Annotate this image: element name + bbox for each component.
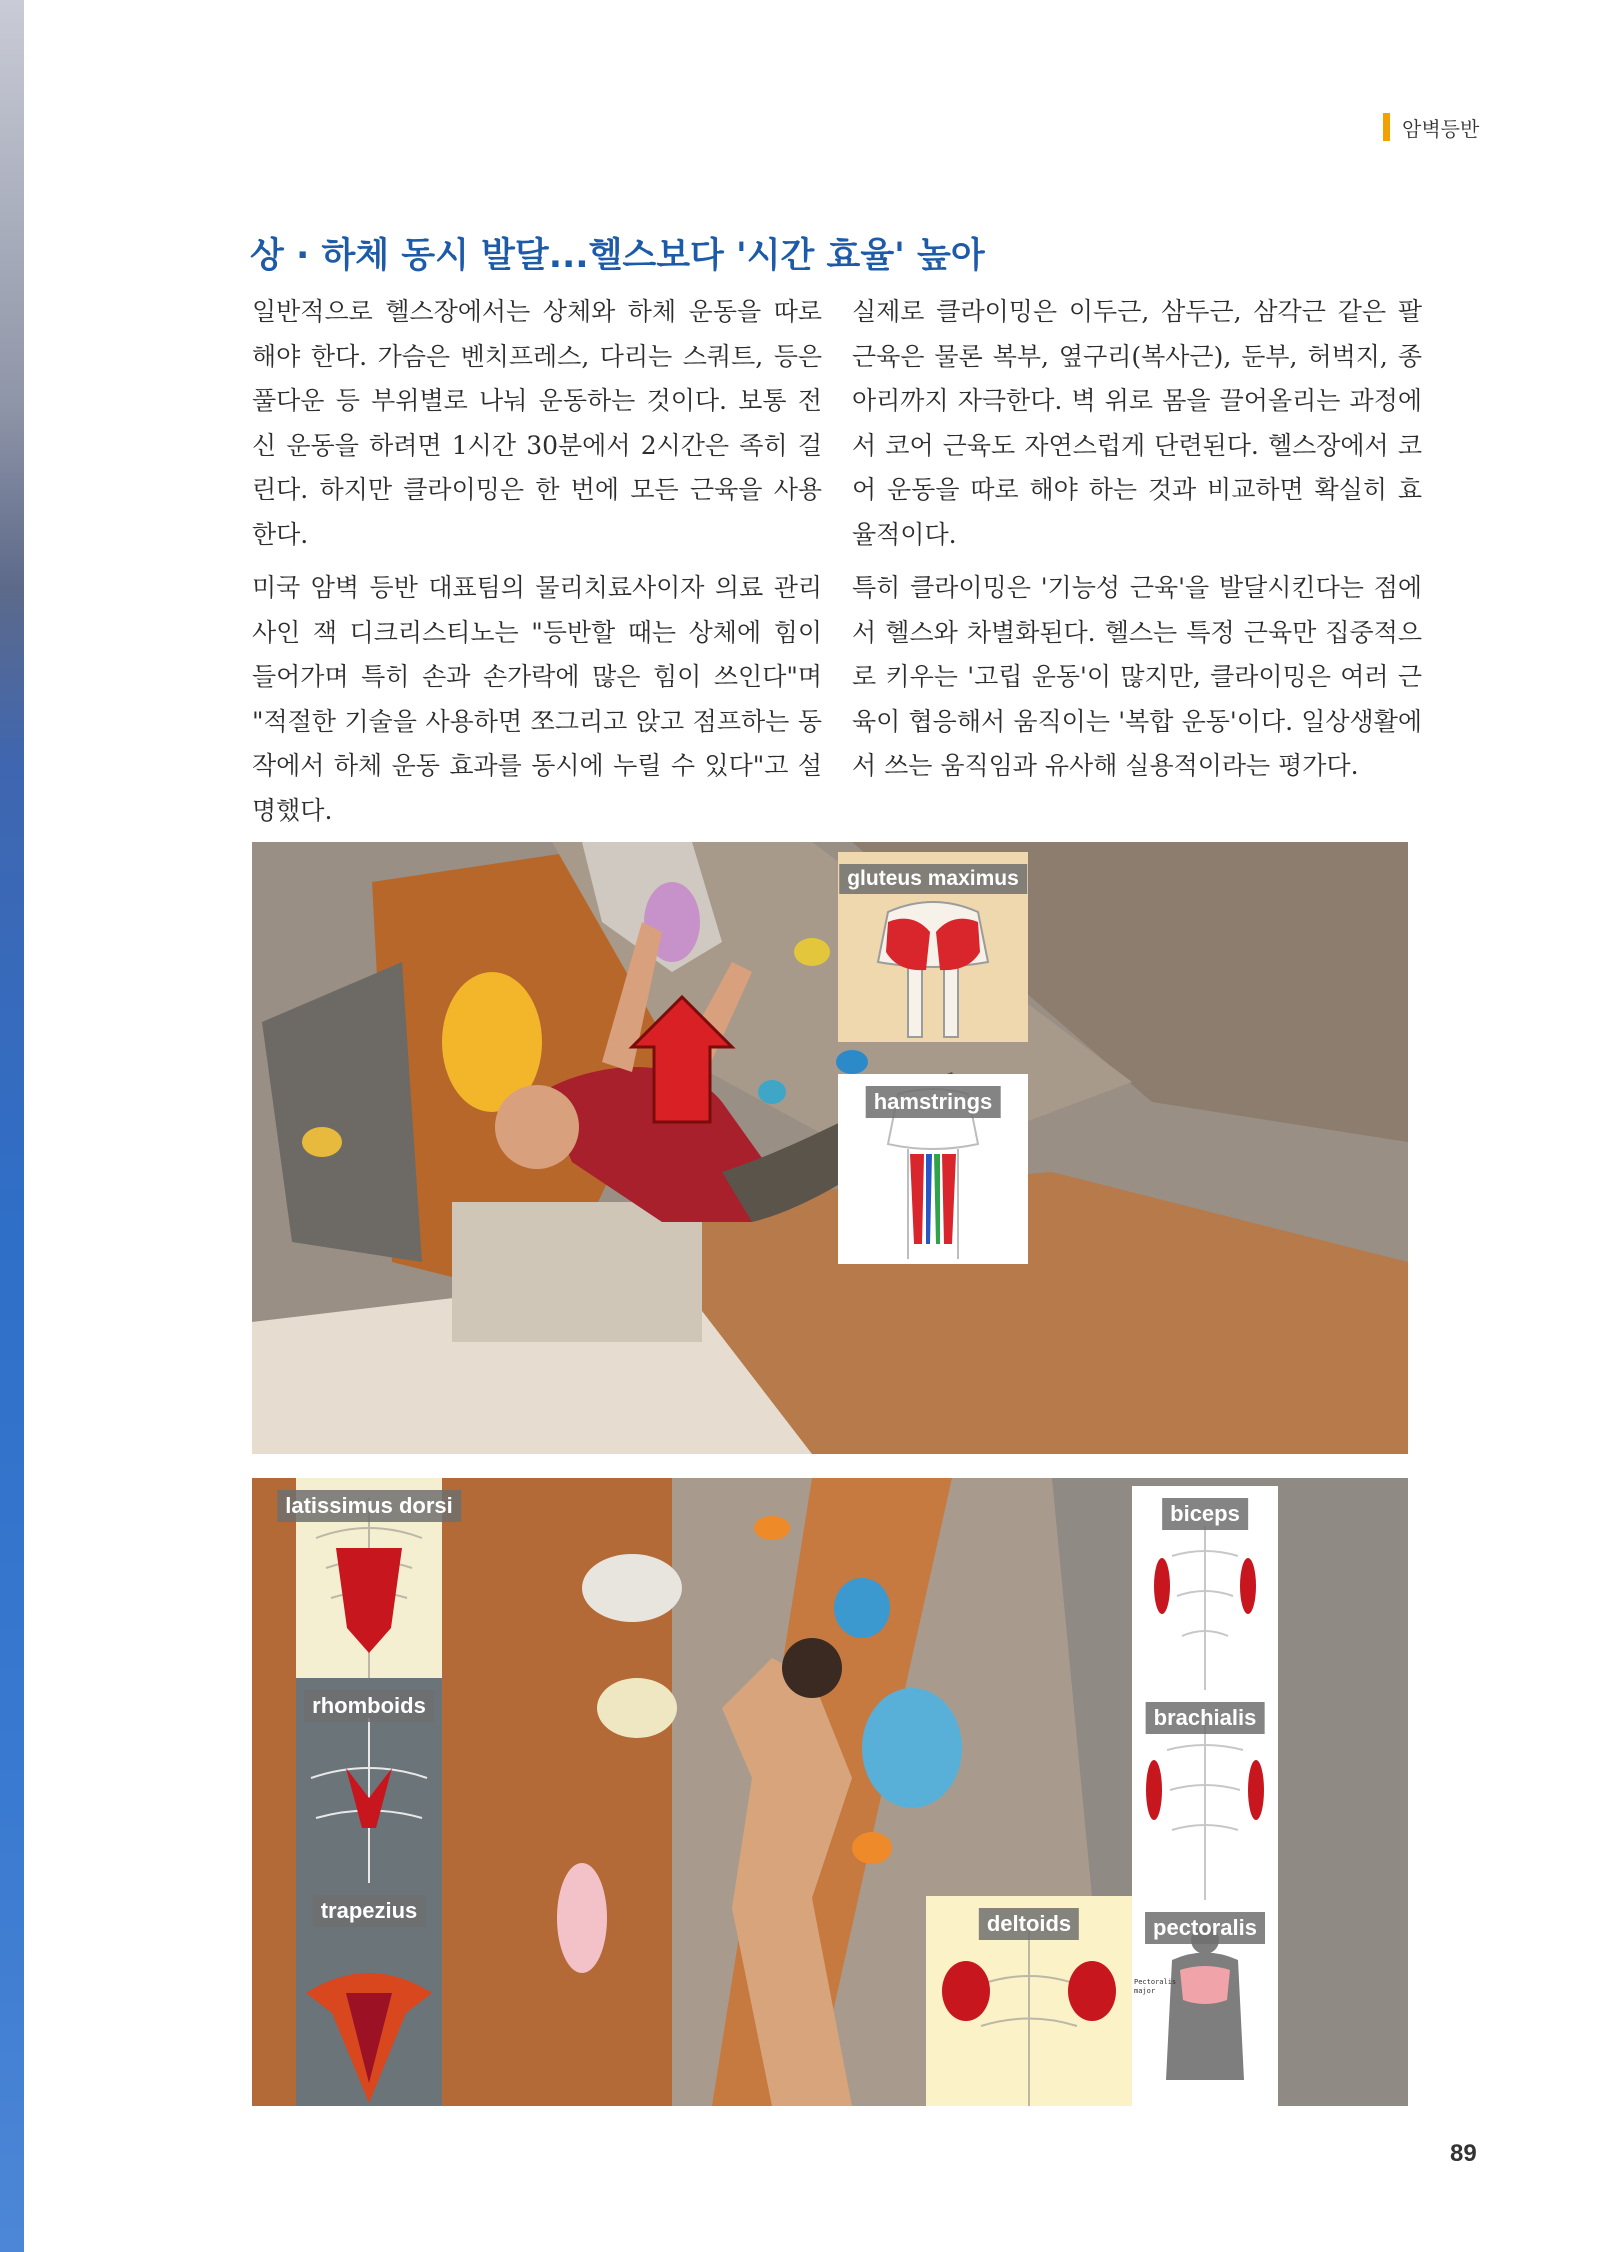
paragraph-1 [252, 290, 822, 557]
hamstrings-panel [838, 1074, 1028, 1264]
muscle-label-biceps: biceps [1162, 1498, 1248, 1530]
paragraph-text: 일반적으로 헬스장에서는 상체와 하체 운동을 따로 해야 한다. 가슴은 벤치프레스, 다리는 스쿼트, 등은 풀다운 등 부위별로 나눠 운동하는 것이다. 보통 전신 운동을 하려면 1시간 30분에서 2시간은 족히 걸린다. 하지만 클라이밍은 한 번에 모든 근육을 사용한다. [252, 297, 822, 549]
rhomboids-panel [296, 1678, 442, 1883]
section-tag [1383, 113, 1479, 141]
paragraph-text: 특히 클라이밍은 '기능성 근육'을 발달시킨다는 점에서 헬스와 차별화된다. 헬스는 특정 근육만 집중적으로 키우는 '고립 운동'이 많지만, 클라이밍은 여러 근육이 협응해서 움직이는 '복합 운동'이다. 일상생활에서 쓰는 움직임과 유사해 실용적이라는 평가다. [852, 573, 1422, 780]
left-edge-strip [0, 0, 24, 2252]
climbing-scene-illustration [252, 842, 1408, 1454]
page-number: 89 [1450, 2140, 1477, 2167]
paragraph-text: 미국 암벽 등반 대표팀의 물리치료사이자 의료 관리사인 잭 디크리스티노는 "등반할 때는 상체에 힘이 들어가며 특히 손과 손가락에 많은 힘이 쓰인다"며 "적절한 기술을 사용하면 쪼그리고 앉고 점프하는 동작에서 하체 운동 효과를 동시에 누릴 수 있다"고 설명했다. [252, 573, 822, 825]
muscle-label-gluteus-maximus: gluteus maximus [839, 864, 1027, 894]
muscle-label-trapezius: trapezius [313, 1895, 426, 1927]
paragraph-2 [852, 290, 1422, 557]
muscle-label-hamstrings: hamstrings [866, 1086, 1001, 1118]
muscle-label-brachialis: brachialis [1146, 1702, 1265, 1734]
section-tag-label: 암벽등반 [1402, 116, 1480, 141]
pectoralis-panel [1132, 1900, 1278, 2106]
brachialis-panel [1132, 1690, 1278, 1900]
gluteus-maximus-panel [838, 852, 1028, 1042]
paragraph-text: 실제로 클라이밍은 이두근, 삼두근, 삼각근 같은 팔 근육은 물론 복부, 옆구리(복사근), 둔부, 허벅지, 종아리까지 자극한다. 벽 위로 몸을 끌어올리는 과정에서 코어 근육도 자연스럽게 단련된다. 헬스장에서 코어 운동을 따로 해야 하는 것과 비교하면 확실히 효율적이다. [852, 297, 1422, 549]
deltoids-panel [926, 1896, 1132, 2106]
trapezius-panel [296, 1883, 442, 2106]
muscle-label-rhomboids: rhomboids [304, 1690, 434, 1722]
paragraph-3 [252, 566, 822, 833]
muscle-label-deltoids: deltoids [979, 1908, 1079, 1940]
tag-bar [1383, 113, 1390, 141]
pectoralis-major-caption: Pectoralis major [1134, 1978, 1177, 1995]
paragraph-4 [852, 566, 1422, 789]
climbing-photo-overhang [252, 842, 1408, 1454]
muscle-label-latissimus-dorsi: latissimus dorsi [277, 1490, 461, 1522]
article-headline: 상 · 하체 동시 발달...헬스보다 '시간 효율' 높아 [250, 236, 985, 276]
muscle-label-pectoralis: pectoralis [1145, 1912, 1265, 1944]
latissimus-dorsi-panel [285, 1478, 453, 1678]
biceps-panel [1132, 1486, 1278, 1696]
climbing-photo-wall [252, 1478, 1408, 2106]
